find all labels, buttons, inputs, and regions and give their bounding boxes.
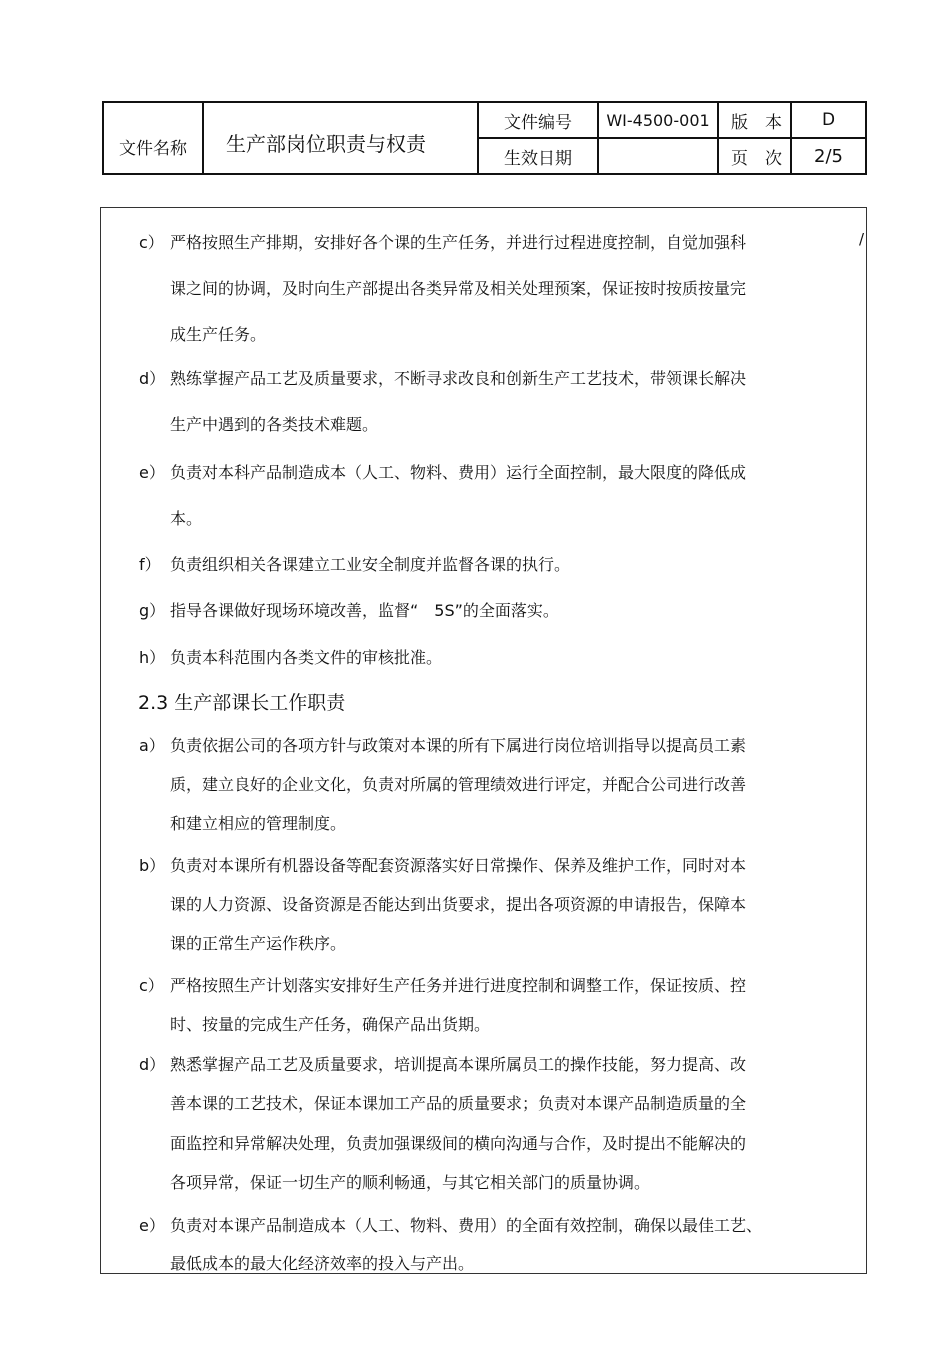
page-number: 2/5 — [814, 145, 843, 167]
item-line: 负责对本课所有机器设备等配套资源落实好日常操作、保养及维护工作，同时对本 — [170, 856, 747, 875]
margin-mark: / — [859, 230, 865, 248]
item-line: 负责依据公司的各项方针与政策对本课的所有下属进行岗位培训指导以提高员工素 — [170, 736, 747, 755]
item-line: 负责对本课产品制造成本（人工、物料、费用）的全面有效控制，确保以最佳工艺、 — [170, 1216, 763, 1235]
effective-date-label: 生效日期 — [504, 148, 572, 169]
version-label: 版 本 — [731, 112, 782, 133]
item-line: 善本课的工艺技术，保证本课加工产品的质量要求；负责对本课产品制造质量的全 — [170, 1094, 747, 1113]
item-line: 负责组织相关各课建立工业安全制度并监督各课的执行。 — [170, 555, 571, 574]
item-line: 成生产任务。 — [170, 325, 267, 344]
item-line: 最低成本的最大化经济效率的投入与产出。 — [170, 1254, 475, 1273]
item-marker: a） — [139, 736, 165, 755]
item-marker: f） — [139, 555, 161, 574]
item-line: 面监控和异常解决处理，负责加强课级间的横向沟通与合作，及时提出不能解决的 — [170, 1134, 747, 1153]
section-title: 2.3 生产部课长工作职责 — [138, 692, 346, 714]
item-marker: g） — [139, 601, 166, 620]
item-line: 课的正常生产运作秩序。 — [170, 934, 347, 953]
item-marker: d） — [139, 1055, 166, 1074]
item-marker: c） — [139, 233, 164, 252]
item-line: 负责对本科产品制造成本（人工、物料、费用）运行全面控制，最大限度的降低成 — [170, 463, 747, 482]
doc-title: 生产部岗位职责与权责 — [226, 131, 426, 156]
item-marker: b） — [139, 856, 166, 875]
effective-date-value — [599, 139, 717, 173]
item-marker: h） — [139, 648, 166, 667]
document-body — [100, 207, 867, 1274]
item-line: 指导各课做好现场环境改善，监督“ 5S”的全面落实。 — [170, 601, 559, 620]
document-header-table — [102, 101, 867, 175]
item-marker: c） — [139, 976, 164, 995]
doc-name-label: 文件名称 — [119, 138, 187, 159]
item-marker: e） — [139, 1216, 165, 1235]
doc-no-label: 文件编号 — [504, 112, 572, 133]
doc-no-value: WI-4500-001 — [606, 110, 710, 130]
item-marker: e） — [139, 463, 165, 482]
item-line: 本。 — [170, 509, 203, 528]
item-line: 和建立相应的管理制度。 — [170, 814, 347, 833]
item-line: 严格按照生产排期，安排好各个课的生产任务，并进行过程进度控制，自觉加强科 — [170, 233, 747, 252]
item-marker: d） — [139, 369, 166, 388]
item-line: 课之间的协调，及时向生产部提出各类异常及相关处理预案，保证按时按质按量完 — [170, 279, 747, 298]
item-line: 课的人力资源、设备资源是否能达到出货要求，提出各项资源的申请报告，保障本 — [170, 895, 747, 914]
item-line: 质，建立良好的企业文化，负责对所属的管理绩效进行评定，并配合公司进行改善 — [170, 775, 747, 794]
page-label: 页 次 — [731, 148, 782, 169]
item-line: 负责本科范围内各类文件的审核批准。 — [170, 648, 443, 667]
item-line: 严格按照生产计划落实安排好生产任务并进行进度控制和调整工作，保证按质、控 — [170, 976, 747, 995]
version-value: D — [821, 110, 836, 130]
item-line: 生产中遇到的各类技术难题。 — [170, 415, 379, 434]
item-line: 熟练掌握产品工艺及质量要求，不断寻求改良和创新生产工艺技术，带领课长解决 — [170, 369, 747, 388]
item-line: 时、按量的完成生产任务，确保产品出货期。 — [170, 1015, 491, 1034]
item-line: 熟悉掌握产品工艺及质量要求，培训提高本课所属员工的操作技能，努力提高、改 — [170, 1055, 747, 1074]
item-line: 各项异常，保证一切生产的顺利畅通，与其它相关部门的质量协调。 — [170, 1173, 651, 1192]
